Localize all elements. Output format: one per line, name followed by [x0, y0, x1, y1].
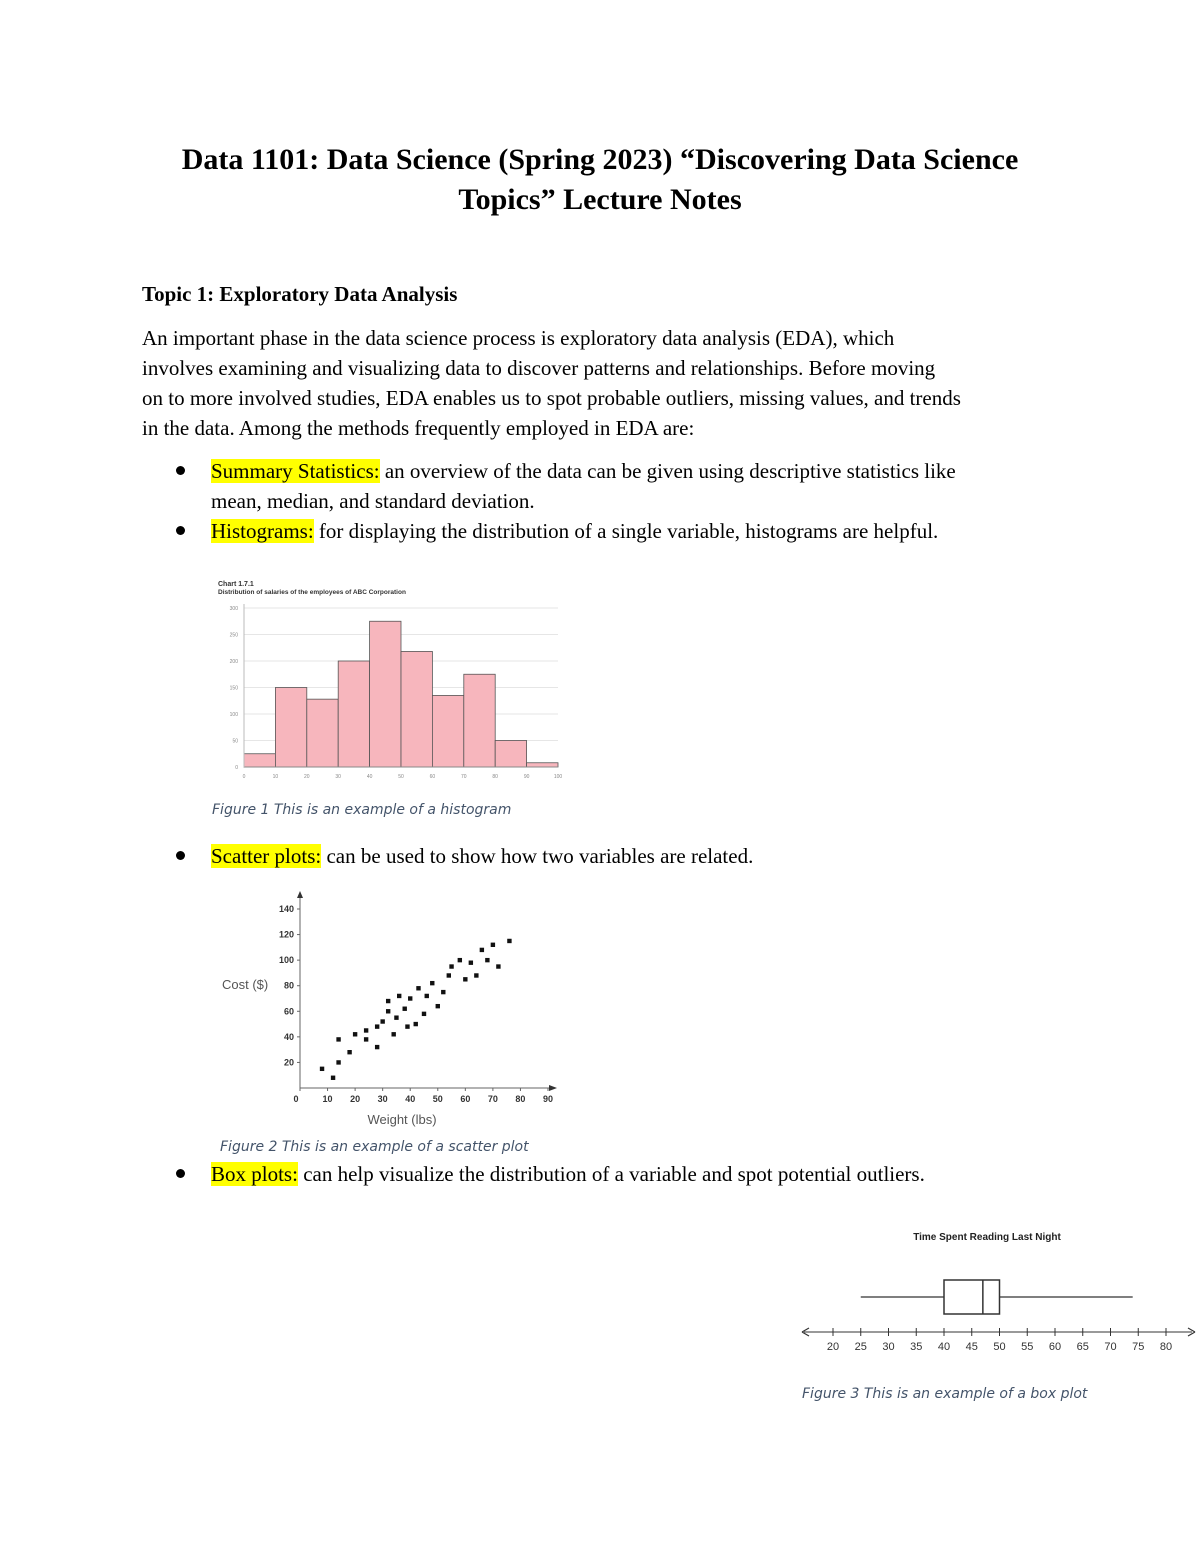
scatter-point — [375, 1045, 379, 1049]
histogram-bar — [338, 661, 369, 767]
scatter-y-tick-label: 100 — [278, 955, 294, 966]
scatter-point — [336, 1037, 340, 1041]
histogram-figure — [214, 578, 564, 796]
document-title — [100, 140, 1100, 220]
scatter-y-tick-label: 60 — [283, 1006, 294, 1017]
scatter-point — [463, 977, 467, 981]
box-plot-tick-label: 80 — [1159, 1341, 1173, 1353]
bullet-text: mean, median, and standard deviation. — [211, 489, 535, 513]
intro-line: involves examining and visualizing data to discover patterns and relationships. Before moving — [142, 356, 936, 380]
scatter-point — [397, 994, 401, 998]
histogram-bar — [432, 695, 463, 767]
intro-line: An important phase in the data science process is exploratory data analysis (EDA), which — [142, 326, 895, 350]
scatter-point — [458, 958, 462, 962]
scatter-x-tick-label: 50 — [432, 1094, 443, 1104]
scatter-point — [364, 1037, 368, 1041]
histogram-x-tick-label: 80 — [492, 774, 498, 780]
bullet-dot — [176, 466, 185, 475]
bullet-text: can be used to show how two variables are related. — [321, 844, 754, 868]
box-plot-tick-label: 75 — [1132, 1341, 1145, 1353]
scatter-x-tick-label: 10 — [322, 1094, 333, 1104]
scatter-x-tick-label: 40 — [405, 1094, 416, 1104]
scatter-point — [394, 1015, 398, 1019]
box-plot-tick-label: 60 — [1048, 1341, 1062, 1353]
scatter-y-arrow — [297, 891, 303, 898]
scatter-point — [391, 1032, 395, 1036]
box-plot-tick-label: 30 — [882, 1341, 895, 1353]
title-line-1: Data 1101: Data Science (Spring 2023) “Discovering Data Science — [181, 143, 1019, 176]
scatter-point — [375, 1024, 379, 1028]
scatter-point — [425, 994, 429, 998]
scatter-y-tick-label: 80 — [283, 980, 294, 991]
box-plot-tick-label: 65 — [1076, 1341, 1089, 1353]
intro-line: in the data. Among the methods frequently employed in EDA are: — [142, 416, 695, 440]
scatter-point — [449, 964, 453, 968]
bullet-dot — [176, 1169, 185, 1178]
scatter-y-tick-label: 40 — [283, 1031, 294, 1042]
histogram-x-tick-label: 0 — [242, 774, 246, 780]
histogram-y-tick-label: 150 — [229, 685, 238, 692]
bullet-box-plots — [211, 1159, 925, 1189]
histogram-y-tick-label: 250 — [229, 632, 238, 639]
histogram-x-tick-label: 20 — [304, 774, 310, 780]
histogram-bar — [244, 754, 275, 767]
box-plot-box — [944, 1280, 1000, 1314]
box-plot-tick-label: 45 — [965, 1341, 978, 1353]
box-plot-tick-label: 20 — [826, 1341, 840, 1353]
histogram-title: Chart 1.7.1 — [218, 581, 254, 588]
scatter-point — [320, 1067, 324, 1071]
histogram-y-tick-label: 50 — [232, 738, 238, 745]
scatter-point — [496, 964, 500, 968]
scatter-x-tick-label: 70 — [487, 1094, 498, 1104]
scatter-point — [380, 1019, 384, 1023]
histogram-x-tick-label: 100 — [553, 774, 563, 780]
histogram-bar — [464, 674, 495, 767]
highlight-term: Box plots: — [211, 1162, 298, 1186]
highlight-term: Summary Statistics: — [211, 459, 380, 483]
scatter-x-arrow — [549, 1085, 557, 1091]
scatter-x-tick-label: 20 — [350, 1094, 361, 1104]
scatter-point — [507, 939, 511, 943]
histogram-y-tick-label: 200 — [229, 659, 238, 665]
scatter-point — [364, 1028, 368, 1032]
histogram-x-tick-label: 30 — [335, 774, 341, 780]
box-plot-tick-label: 70 — [1104, 1341, 1117, 1353]
scatter-point — [430, 981, 434, 985]
box-plot-tick-label: 50 — [993, 1341, 1006, 1353]
scatter-point — [441, 990, 445, 994]
scatter-point — [403, 1007, 407, 1011]
bullet-text: can help visualize the distribution of a variable and spot potential outliers. — [297, 1162, 925, 1186]
scatter-x-tick-label: 0 — [293, 1094, 299, 1104]
histogram-x-tick-label: 90 — [523, 774, 530, 780]
scatter-y-tick-label: 20 — [283, 1057, 294, 1068]
bullet-histograms — [211, 516, 938, 546]
scatter-figure — [215, 886, 565, 1134]
histogram-bar — [370, 621, 401, 767]
box-plot-figure — [798, 1222, 1198, 1362]
histogram-x-tick-label: 10 — [272, 774, 279, 780]
box-plot-tick-label: 35 — [910, 1341, 923, 1353]
scatter-point — [491, 943, 495, 947]
box-plot-tick-label: 25 — [854, 1341, 867, 1353]
bullet-dot — [176, 526, 185, 535]
scatter-x-tick-label: 80 — [515, 1094, 526, 1104]
scatter-point — [331, 1076, 335, 1080]
box-plot-tick-label: 40 — [937, 1341, 951, 1353]
scatter-point — [416, 986, 420, 990]
highlight-term: Scatter plots: — [211, 844, 322, 868]
bullet-dot — [176, 851, 185, 860]
histogram-y-tick-label: 100 — [229, 712, 238, 718]
scatter-point — [474, 973, 478, 977]
scatter-point — [353, 1032, 357, 1036]
scatter-point — [485, 958, 489, 962]
title-line-2: Topics” Lecture Notes — [458, 183, 742, 216]
scatter-point — [480, 948, 484, 952]
histogram-x-tick-label: 60 — [429, 774, 436, 780]
histogram-y-tick-label: 300 — [229, 606, 238, 612]
bullet-summary-statistics — [211, 456, 956, 516]
scatter-x-axis-label: Weight (lbs) — [367, 1112, 437, 1127]
scatter-point — [422, 1012, 426, 1016]
histogram-x-tick-label: 40 — [366, 774, 373, 780]
histogram-bar — [527, 763, 558, 767]
topic-heading: Topic 1: Exploratory Data Analysis — [142, 282, 458, 306]
bullet-text: an overview of the data can be given using descriptive statistics like — [379, 459, 956, 483]
scatter-point — [347, 1050, 351, 1054]
histogram-x-tick-label: 70 — [461, 774, 467, 780]
scatter-point — [405, 1024, 409, 1028]
histogram-bar — [495, 741, 526, 768]
scatter-x-tick-label: 30 — [377, 1094, 388, 1104]
histogram-subtitle: Distribution of salaries of the employees of ABC Corporation — [218, 589, 406, 596]
intro-paragraph — [142, 323, 1072, 443]
histogram-bar — [307, 699, 338, 767]
figure-1-caption: Figure 1 This is an example of a histogram — [212, 802, 512, 818]
box-plot-tick-label: 55 — [1021, 1341, 1034, 1353]
scatter-point — [414, 1022, 418, 1026]
figure-3-caption: Figure 3 This is an example of a box plot — [802, 1386, 1088, 1402]
histogram-x-tick-label: 50 — [398, 774, 404, 780]
box-plot-title: Time Spent Reading Last Night — [913, 1232, 1061, 1243]
scatter-y-axis-label: Cost ($) — [222, 977, 269, 992]
scatter-y-tick-label: 140 — [278, 904, 294, 914]
scatter-point — [436, 1004, 440, 1008]
scatter-x-tick-label: 90 — [542, 1094, 554, 1104]
scatter-point — [336, 1060, 340, 1064]
scatter-y-tick-label: 120 — [278, 929, 294, 940]
scatter-point — [469, 961, 473, 965]
scatter-point — [447, 973, 451, 977]
histogram-bar — [275, 688, 306, 768]
scatter-point — [408, 996, 412, 1000]
bullet-scatter-plots — [211, 841, 753, 871]
histogram-y-tick-label: 0 — [235, 765, 238, 771]
scatter-point — [386, 1009, 390, 1013]
bullet-text: for displaying the distribution of a single variable, histograms are helpful. — [313, 519, 939, 543]
scatter-x-tick-label: 60 — [460, 1094, 471, 1104]
histogram-bar — [401, 651, 432, 767]
highlight-term: Histograms: — [211, 519, 314, 543]
figure-2-caption: Figure 2 This is an example of a scatter plot — [220, 1139, 529, 1155]
intro-line: on to more involved studies, EDA enables us to spot probable outliers, missing values, and trends — [142, 386, 961, 410]
scatter-point — [386, 999, 390, 1003]
